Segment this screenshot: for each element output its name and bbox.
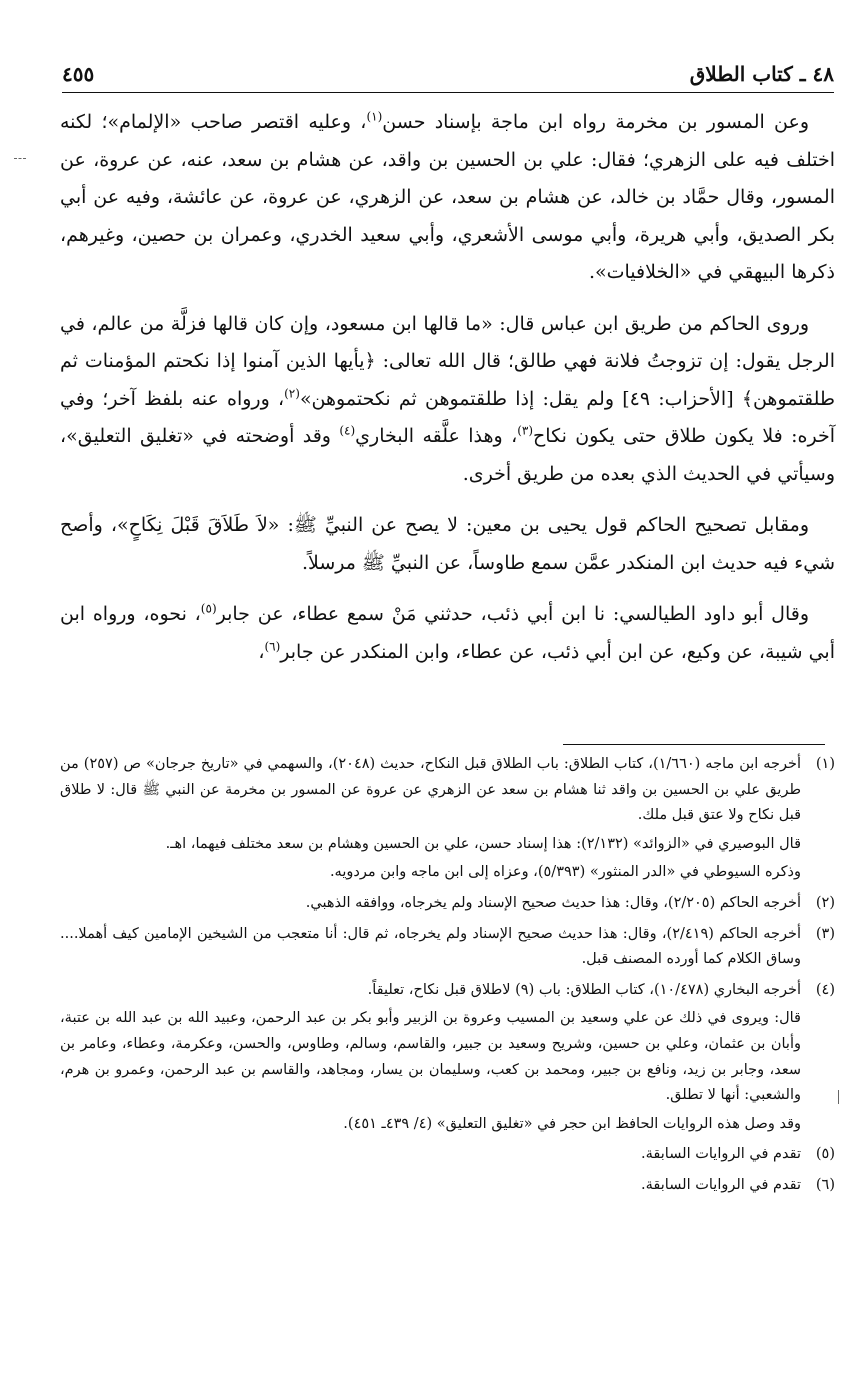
footnote bbox=[60, 1173, 835, 1202]
footnotes bbox=[60, 752, 835, 1204]
footnote-number: (٤) bbox=[815, 981, 835, 998]
footnote-number: (٣) bbox=[815, 925, 835, 942]
footnote bbox=[60, 1142, 835, 1171]
page-header bbox=[62, 60, 834, 93]
footnote-number: (٦) bbox=[815, 1176, 835, 1193]
running-title: ٤٨ ـ كتاب الطلاق bbox=[689, 62, 834, 86]
footnote-number: (٥) bbox=[815, 1146, 835, 1163]
footnote-number: (٢) bbox=[815, 894, 835, 911]
footnote-line: قال: ويروى في ذلك عن علي وسعيد بن المسيب وعروة بن الزبير وأبو بكر بن عبد الرحمن، وعبيد الله بن عبد الله بن عتبة، وأبان بن عثمان، وعلي بن حسين، وشريح وسعيد بن جبير، والقاسم، وسالم، وطاوس، والحسن، وعكرمة، وعطاء، وعامر بن سعد، وجابر بن زيد، ونافع بن جبير، ومحمد بن كعب، وسليمان بن يسار، ومجاهد، والقاسم بن عبد الرحمن، وعمرو بن هرم، والشعبي: أنها لا تطلق. bbox=[60, 1010, 801, 1104]
footnote bbox=[60, 922, 835, 976]
margin-mark bbox=[14, 158, 26, 159]
footnote-line: وذكره السيوطي في «الدر المنثور» (٥/٣٩٣)، وعزاه إلى ابن ماجه وابن مردويه. bbox=[329, 864, 801, 881]
footnote-line: تقدم في الروايات السابقة. bbox=[641, 1176, 801, 1193]
footnote-body bbox=[60, 752, 801, 889]
footnote-line: أخرجه الحاكم (٢/٢٠٥)، وقال: هذا حديث صحيح الإسناد ولم يخرجاه، ووافقه الذهبي. bbox=[305, 894, 801, 911]
footnote-line: وقد وصل هذه الروايات الحافظ ابن حجر في «تغليق التعليق» (٤/ ٤٣٩ـ ٤٥١). bbox=[343, 1115, 801, 1132]
footnote-body bbox=[60, 891, 801, 920]
footnote-body bbox=[60, 1173, 801, 1202]
footnote-line: أخرجه البخاري (١٠/٤٧٨)، كتاب الطلاق: باب (٩) لاطلاق قبل نكاح، تعليقاً. bbox=[367, 981, 801, 998]
footnote-line: أخرجه ابن ماجه (١/٦٦٠)، كتاب الطلاق: باب الطلاق قبل النكاح، حديث (٢٠٤٨)، والسهمي في «تاريخ جرجان» ص (٢٥٧) من طريق علي بن الحسين بن واقد ثنا هشام بن سعد عن الزهري عن عروة عن المسور بن مخرمة عن النبي ﷺ قال: لا طلاق قبل نكاح ولا عتق قبل ملك. bbox=[60, 756, 802, 824]
footnote-body bbox=[60, 1142, 801, 1171]
footnote-body bbox=[60, 922, 801, 976]
footnote bbox=[60, 891, 835, 920]
footnote bbox=[60, 752, 835, 889]
footnote-line: أخرجه الحاكم (٢/٤١٩)، وقال: هذا حديث صحيح الإسناد ولم يخرجاه، ثم قال: أنا متعجب من الشيخين الإمامين كيف أهملا.... وساق الكلام كما أورده المصنف قبل. bbox=[60, 925, 801, 968]
paragraph: وروى الحاكم من طريق ابن عباس قال: «ما قالها ابن مسعود، وإن كان قالها فزلَّة من عالم، في الرجل يقول: إن تزوجتُ فلانة فهي طالق؛ قال الله تعالى: ﴿يأيها الذين آمنوا إذا نكحتم المؤمنات ثم طلقتموهن﴾ [الأحزاب: ٤٩] ولم يقل: إذا طلقتموهن ثم نكحتموهن»$^{(٢)}$، ورواه عنه بلفظ آخر؛ وفي آخره: فلا يكون طلاق حتى يكون نكاح$^{(٣)}$، وهذا علَّقه البخاري$^{(٤)}$ وقد أوضحته في «تغليق التعليق»، وسيأتي في الحديث الذي بعده من طريق أخرى. bbox=[60, 312, 836, 485]
footnote-ref[interactable]: (٦) bbox=[264, 639, 281, 654]
footnote-separator bbox=[563, 744, 825, 745]
footnote-line: تقدم في الروايات السابقة. bbox=[641, 1146, 801, 1163]
footnote-number: (١) bbox=[815, 756, 835, 772]
paragraph: ومقابل تصحيح الحاكم قول يحيى بن معين: لا يصح عن النبيِّ ﷺ: «لاَ طَلاَقَ قَبْلَ نِكَاحٍ»، وأصح شيء فيه حديث ابن المنكدر عمَّن سمع طاوساً، عن النبيِّ ﷺ مرسلاً. bbox=[60, 514, 835, 574]
footnote-ref[interactable]: (١) bbox=[366, 109, 383, 124]
margin-tick bbox=[838, 1090, 839, 1104]
footnote-ref[interactable]: (٣) bbox=[517, 423, 534, 438]
footnote bbox=[60, 978, 835, 1141]
footnote-ref[interactable]: (٢) bbox=[284, 386, 300, 401]
paragraph: وقال أبو داود الطيالسي: نا ابن أبي ذئب، حدثني مَنْ سمع عطاء، عن جابر$^{(٥)}$، نحوه، ورواه ابن أبي شيبة، عن وكيع، عن ابن أبي ذئب، عن عطاء، وابن المنكدر عن جابر$^{(٦)}$، bbox=[60, 601, 835, 663]
footnote-ref[interactable]: (٤) bbox=[339, 423, 356, 438]
footnote-line: قال البوصيري في «الزوائد» (٢/١٣٢): هذا إسناد حسن، علي بن الحسين وهشام بن سعد مختلف فيهما، اهـ. bbox=[165, 835, 801, 852]
main-text bbox=[60, 104, 835, 685]
page-number: ٤٥٥ bbox=[62, 62, 95, 86]
footnote-body bbox=[60, 978, 801, 1141]
paragraph: وعن المسور بن مخرمة رواه ابن ماجة بإسناد حسن$^{(١)}$، وعليه اقتصر صاحب «الإلمام»؛ لكنه اختلف فيه على الزهري؛ فقال: علي بن الحسين بن واقد، عن هشام بن سعد، عنه، عن عروة، عن المسور، وقال حمَّاد بن خالد، عن هشام بن سعد، عن الزهري، عن عروة، عن عائشة، وفيه عن أبي بكر الصديق، وأبي هريرة، وأبي موسى الأشعري، وأبي سعيد الخدري، وعمران بن حصين، وغيرهم، ذكرها البيهقي في «الخلافيات». bbox=[60, 109, 835, 283]
footnote-ref[interactable]: (٥) bbox=[200, 601, 217, 616]
